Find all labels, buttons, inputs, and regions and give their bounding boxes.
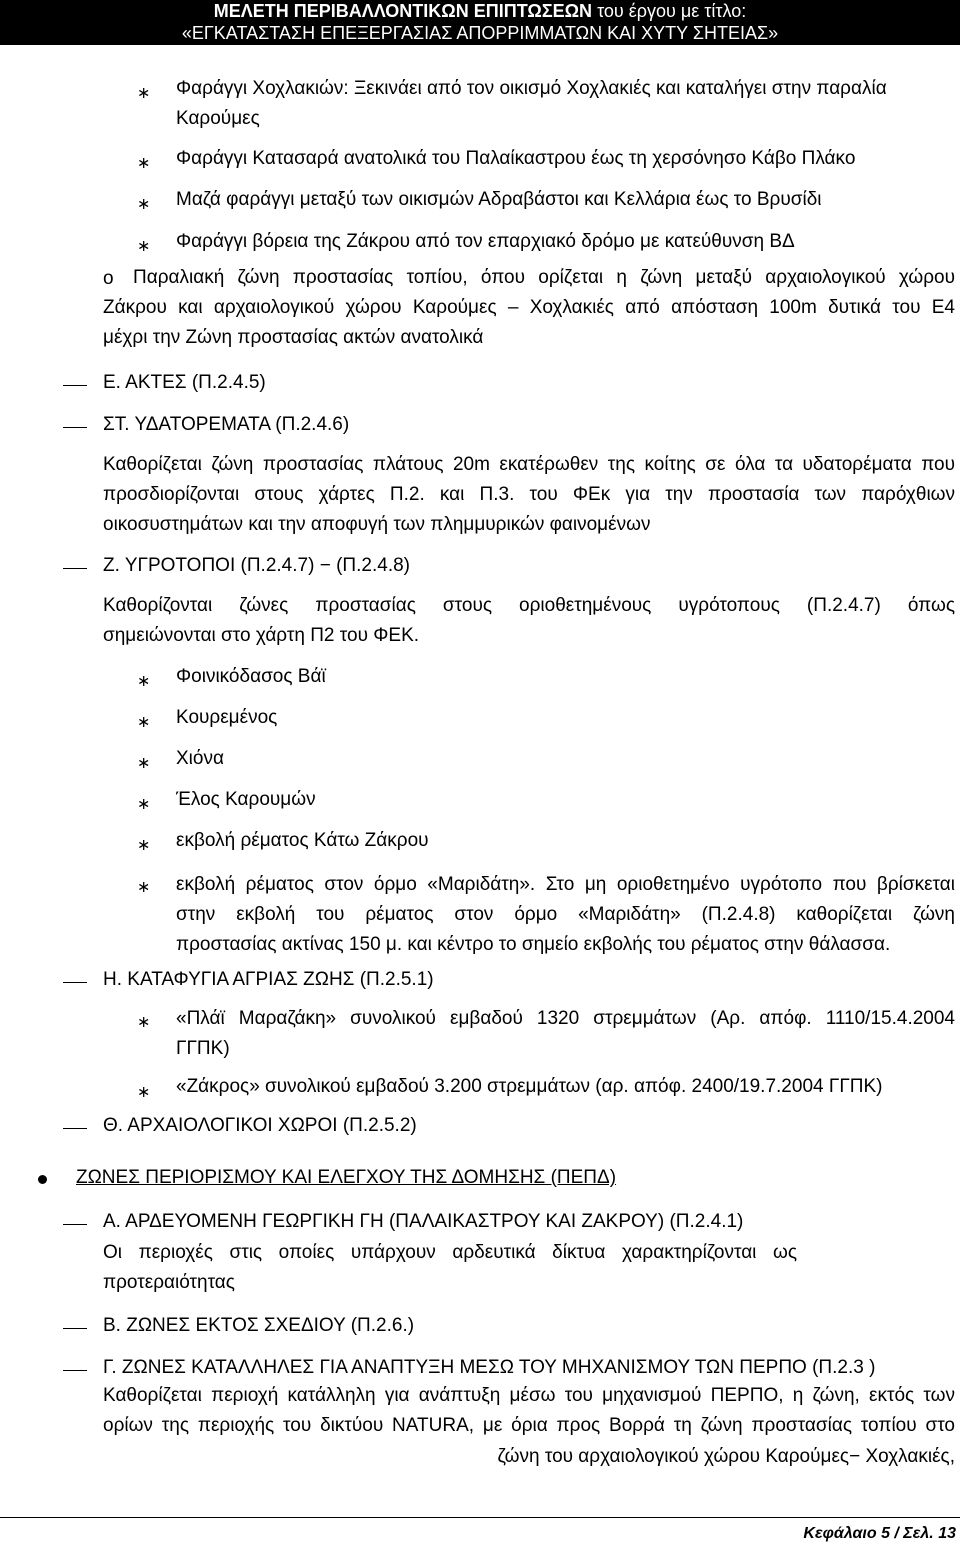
dash-bullet-icon — [63, 427, 87, 428]
refuge-item-1 — [176, 1004, 955, 1064]
gorge-item-1: Φαράγγι Χοχλακιών: Ξεκινάει από τον οικισμό Χοχλακιές και καταλήγει στην παραλία — [176, 78, 887, 99]
section-b-title: Β. ΖΩΝΕΣ ΕΚΤΟΣ ΣΧΕΔΙΟΥ (Π.2.6.) — [103, 1315, 415, 1336]
dash-bullet-icon — [63, 1224, 87, 1225]
header-title-suffix: του έργου με τίτλο: — [592, 1, 747, 21]
refuge-item-line: «Πλάϊ Μαραζάκη» συνολικού εμβαδού 1320 στρεμμάτων (Αρ. απόφ. 1110/15.4.2004 — [176, 1008, 955, 1029]
coastal-zone-line: μέχρι την Ζώνη προστασίας ακτών ανατολικά — [103, 327, 484, 348]
header-title: ΜΕΛΕΤΗ ΠΕΡΙΒΑΛΛΟΝΤΙΚΩΝ ΕΠΙΠΤΩΣΕΩΝ — [213, 1, 593, 21]
section-z-line: Καθορίζονται ζώνες προστασίας στους οριοθετημένους υγρότοπους (Π.2.4.7) όπως — [103, 595, 955, 616]
wetland-item-line: στην εκβολή του ρέματος στον όρμο «Μαριδάτη» (Π.2.4.8) καθορίζεται ζώνη — [176, 904, 955, 925]
gorge-item-2: Φαράγγι Κατασαρά ανατολικά του Παλαίκαστρου έως τη χερσόνησο Κάβο Πλάκο — [176, 148, 856, 169]
gorge-item-1-cont: Καρούμες — [176, 108, 260, 129]
coastal-zone-line: Ζάκρου και αρχαιολογικού χώρου Καρούμες – Χοχλακιές από απόσταση 100m δυτικά του Ε4 — [103, 297, 955, 318]
star-bullet-icon: ∗ — [137, 1084, 151, 1101]
section-e-title: Ε. ΑΚΤΕΣ (Π.2.4.5) — [103, 372, 266, 393]
star-bullet-icon: ∗ — [137, 1014, 151, 1031]
coastal-zone-paragraph — [133, 263, 955, 293]
section-a-text — [103, 1238, 797, 1298]
section-st-line: προσδιορίζονται στους χάρτες Π.2. και Π.3. του ΦΕκ για την προστασία των παρόχθιων — [103, 484, 955, 505]
section-a-line: προτεραιότητας — [103, 1272, 235, 1293]
refuge-item-2: «Ζάκρος» συνολικού εμβαδού 3.200 στρεμμάτων (αρ. απόφ. 2400/19.7.2004 ΓΓΠΚ) — [176, 1076, 883, 1097]
gorge-item-3: Μαζά φαράγγι μεταξύ των οικισμών Αδραβάστοι και Κελλάρια έως το Βρυσίδι — [176, 189, 822, 210]
wetland-item: Φοινικόδασος Βάϊ — [176, 666, 326, 687]
section-g-title: Γ. ΖΩΝΕΣ ΚΑΤΑΛΛΗΛΕΣ ΓΙΑ ΑΝΑΠΤΥΞΗ ΜΕΣΩ ΤΟΥ ΜΗΧΑΝΙΣΜΟΥ ΤΩΝ ΠΕΡΠΟ (Π.2.3 ) — [103, 1357, 876, 1378]
wetland-item-last — [176, 870, 955, 960]
circle-bullet-icon: o — [103, 268, 114, 289]
gorge-item-4: Φαράγγι βόρεια της Ζάκρου από τον επαρχιακό δρόμο με κατεύθυνση ΒΔ — [176, 231, 795, 252]
star-bullet-icon: ∗ — [137, 714, 151, 731]
section-a-line: Οι περιοχές στις οποίες υπάρχουν αρδευτικά δίκτυα χαρακτηρίζονται ως — [103, 1242, 797, 1263]
section-g-line-last: ζώνη του αρχαιολογικού χώρου Καρούμες− Χοχλακιές, — [497, 1446, 955, 1467]
section-st-title: ΣΤ. ΥΔΑΤΟΡΕΜΑΤΑ (Π.2.4.6) — [103, 414, 350, 435]
star-bullet-icon: ∗ — [137, 755, 151, 772]
wetland-item-line: προστασίας ακτίνας 150 μ. και κέντρο το σημείο εκβολής του ρέματος στην θάλασσα. — [176, 934, 891, 955]
star-bullet-icon: ∗ — [137, 879, 151, 896]
dash-bullet-icon — [63, 1370, 87, 1371]
star-bullet-icon: ∗ — [137, 155, 151, 172]
dash-bullet-icon — [63, 1128, 87, 1129]
page-footer: Κεφάλαιο 5 / Σελ. 13 — [803, 1525, 956, 1542]
round-bullet-icon — [38, 1175, 47, 1184]
wetland-item: Χιόνα — [176, 748, 224, 769]
section-z-title: Ζ. ΥΓΡΟΤΟΠΟΙ (Π.2.4.7) − (Π.2.4.8) — [103, 555, 410, 576]
section-a-title: Α. ΑΡΔΕΥΟΜΕΝΗ ΓΕΩΡΓΙΚΗ ΓΗ (ΠΑΛΑΙΚΑΣΤΡΟΥ ΚΑΙ ΖΑΚΡΟΥ) (Π.2.4.1) — [103, 1211, 744, 1232]
star-bullet-icon: ∗ — [137, 796, 151, 813]
section-z-line: σημειώνονται στο χάρτη Π2 του ΦΕΚ. — [103, 625, 420, 646]
footer-divider — [0, 1517, 960, 1518]
wetland-item: εκβολή ρέματος Κάτω Ζάκρου — [176, 830, 429, 851]
page-header — [0, 0, 960, 45]
star-bullet-icon: ∗ — [137, 673, 151, 690]
coastal-zone-paragraph-cont — [103, 293, 955, 353]
star-bullet-icon: ∗ — [137, 85, 151, 102]
section-g-line: ορίων της περιοχής του δικτύου NATURA, με όρια προς Βορρά τη ζώνη προστασίας τοπίου στο — [103, 1415, 955, 1436]
dash-bullet-icon — [63, 385, 87, 386]
header-title-line — [0, 0, 960, 22]
section-g-text — [103, 1381, 955, 1441]
star-bullet-icon: ∗ — [137, 238, 151, 255]
dash-bullet-icon — [63, 982, 87, 983]
wetland-item: Κουρεμένος — [176, 707, 278, 728]
section-th-title: Θ. ΑΡΧΑΙΟΛΟΓΙΚΟΙ ΧΩΡΟΙ (Π.2.5.2) — [103, 1115, 417, 1136]
wetland-item: Έλος Καρουμών — [176, 789, 316, 810]
section-g-line: Καθορίζεται περιοχή κατάλληλη για ανάπτυξη μέσω του μηχανισμού ΠΕΡΠΟ, η ζώνη, εκτός των — [103, 1385, 955, 1406]
section-st-line: οικοσυστημάτων και την αποφυγή των πλημμυρικών φαινομένων — [103, 514, 651, 535]
section-st-text — [103, 450, 955, 540]
refuge-item-line: ΓΓΠΚ) — [176, 1038, 230, 1059]
section-z-text — [103, 591, 955, 651]
dash-bullet-icon — [63, 1328, 87, 1329]
section-h-title: Η. ΚΑΤΑΦΥΓΙΑ ΑΓΡΙΑΣ ΖΩΗΣ (Π.2.5.1) — [103, 969, 434, 990]
star-bullet-icon: ∗ — [137, 196, 151, 213]
wetland-item-line: εκβολή ρέματος στον όρμο «Μαριδάτη». Στο μη οριοθετημένο υγρότοπο που βρίσκεται — [176, 874, 955, 895]
main-heading: ΖΩΝΕΣ ΠΕΡΙΟΡΙΣΜΟΥ ΚΑΙ ΕΛΕΓΧΟΥ ΤΗΣ ΔΟΜΗΣΗΣ (ΠΕΠΔ) — [76, 1167, 617, 1188]
section-st-line: Καθορίζεται ζώνη προστασίας πλάτους 20m εκατέρωθεν της κοίτης σε όλα τα υδατορέματα που — [103, 454, 955, 475]
coastal-zone-line: Παραλιακή ζώνη προστασίας τοπίου, όπου ορίζεται η ζώνη μεταξύ αρχαιολογικού χώρου — [133, 267, 955, 288]
dash-bullet-icon — [63, 568, 87, 569]
star-bullet-icon: ∗ — [137, 837, 151, 854]
header-project-name: «ΕΓΚΑΤΑΣΤΑΣΗ ΕΠΕΞΕΡΓΑΣΙΑΣ ΑΠΟΡΡΙΜΜΑΤΩΝ ΚΑΙ ΧΥΤΥ ΣΗΤΕΙΑΣ» — [181, 23, 779, 43]
